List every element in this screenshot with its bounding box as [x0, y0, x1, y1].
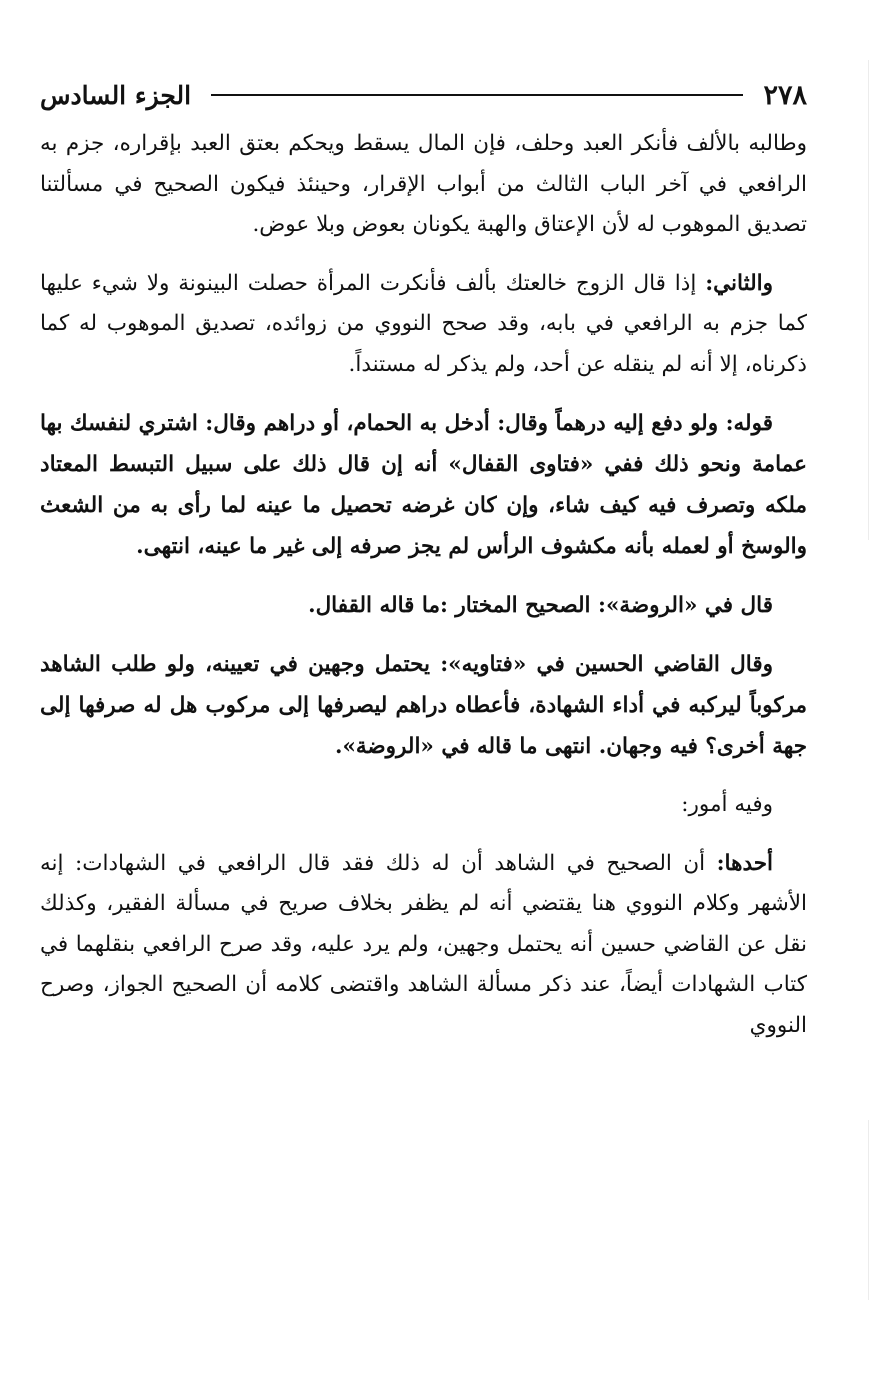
- paragraph-7: [40, 844, 807, 1047]
- paragraph-text: قوله: ولو دفع إليه درهماً وقال: أدخل به الحمام، أو دراهم وقال: اشتري لنفسك بها عمامة ونحو ذلك ففي «فتاوى القفال» أنه إن قال ذلك على سبيل التبسط المعتاد ملكه وتصرف فيه كيف شاء، وإن كان غرضه تحصيل ما عينه لما رأى به من الشعث والوسخ أو لعمله بأنه مكشوف الرأس لم يجز صرفه إلى غير ما عينه، انتهى.: [40, 411, 807, 559]
- paragraph-4: [40, 585, 807, 626]
- paragraph-5: [40, 644, 807, 767]
- page-number: ٢٧٨: [763, 79, 807, 111]
- paragraph-text: وفيه أمور:: [681, 792, 773, 817]
- paragraph-1: [40, 124, 807, 246]
- running-title: الجزء السادس: [40, 80, 192, 110]
- scan-edge-mark: [868, 1120, 869, 1300]
- paragraph-6: [40, 785, 807, 826]
- paragraph-text: إذا قال الزوج خالعتك بألف فأنكرت المرأة حصلت البينونة ولا شيء عليها كما جزم به الرافعي في بابه، وقد صحح النووي من زوائده، تصديق الموهوب له كما ذكرناه، إلا أنه لم ينقله عن أحد، ولم يذكر له مستنداً.: [40, 270, 807, 377]
- paragraph-text: أن الصحيح في الشاهد أن له ذلك فقد قال الرافعي في الشهادات: إنه الأشهر وكلام النووي هنا يقتضي أنه لم يظفر بخلاف صريح في مسألة الفقير، وكذلك نقل عن القاضي حسين أنه يحتمل وجهين، ولم يرد عليه، وقد صرح الرافعي بنقلهما في كتاب الشهادات أيضاً، عند ذكر مسألة الشاهد واقتضى كلامه أن الصحيح الجواز، وصرح النووي: [40, 850, 807, 1038]
- scan-edge-mark: [868, 60, 869, 540]
- header-rule: [211, 94, 743, 96]
- paragraph-text: وقال القاضي الحسين في «فتاويه»: يحتمل وجهين في تعيينه، ولو طلب الشاهد مركوباً ليركبه في أداء الشهادة، فأعطاه دراهم ليصرفها إلى مركوب هل له صرفها إلى جهة أخرى؟ فيه وجهان. انتهى ما قاله في «الروضة».: [40, 652, 807, 759]
- page-header: [40, 72, 807, 118]
- paragraph-text: وطالبه بالألف فأنكر العبد وحلف، فإن المال يسقط ويحكم بعتق العبد بإقراره، جزم به الرافعي في آخر الباب الثالث من أبواب الإقرار، وحينئذ فيكون الصحيح في مسألتنا تصديق الموهوب له لأن الإعتاق والهبة يكونان بعوض وبلا عوض.: [40, 131, 807, 237]
- paragraph-2: [40, 264, 807, 386]
- paragraph-text: قال في «الروضة»: الصحيح المختار :ما قاله القفال.: [308, 593, 773, 618]
- paragraph-lead: أحدها:: [716, 850, 773, 876]
- paragraph-3: [40, 403, 807, 567]
- paragraph-lead: والثاني:: [705, 270, 773, 296]
